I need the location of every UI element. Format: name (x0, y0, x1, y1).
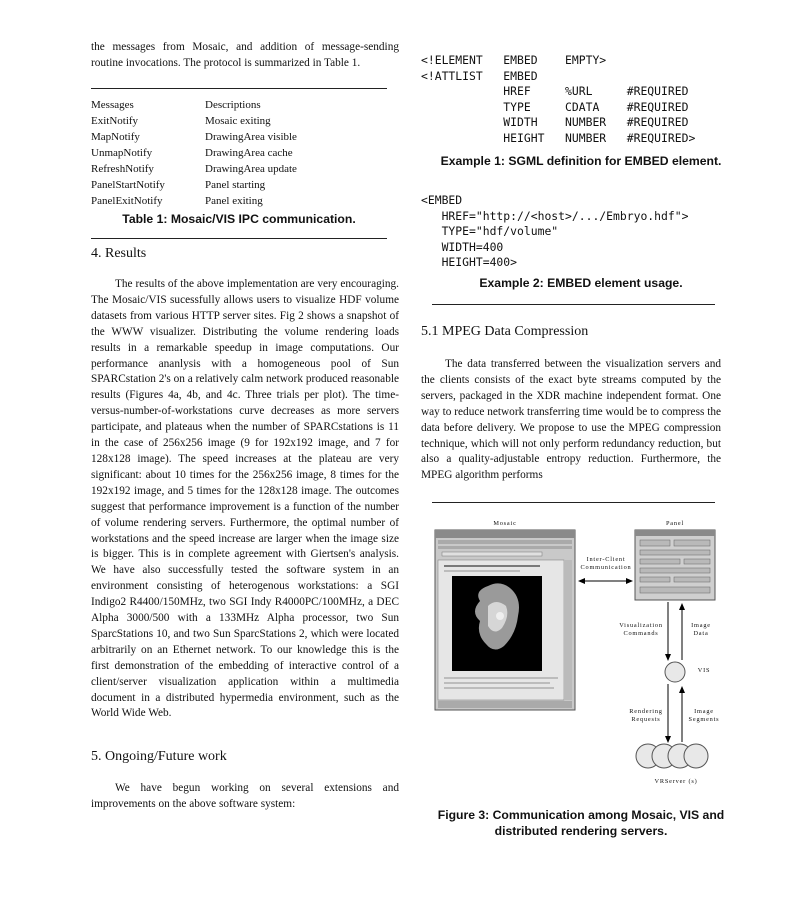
intro-paragraph: the messages from Mosaic, and addition of message-sending routine invocations. The protocol is summarized in Table 1. (91, 41, 399, 69)
rendering-requests-label: Rendering Requests (629, 708, 663, 723)
table-header-messages: Messages (91, 99, 134, 111)
table-cell-description: DrawingArea cache (205, 147, 293, 159)
table-caption: Table 1: Mosaic/VIS IPC communication. (122, 212, 356, 226)
example1-caption: Example 1: SGML definition for EMBED element. (440, 154, 722, 168)
table-row (91, 145, 401, 161)
figure-3 (430, 516, 730, 806)
table-cell-description: Mosaic exiting (205, 115, 271, 127)
vis-label: VIS (697, 667, 711, 674)
examples-bottom-rule (432, 304, 715, 305)
table-row (91, 177, 401, 193)
image-segments-label: Image Segments (688, 708, 720, 723)
example2-caption: Example 2: EMBED element usage. (479, 276, 683, 290)
table-cell-description: Panel exiting (205, 195, 263, 207)
table-row (91, 129, 401, 145)
ipc-table (91, 97, 401, 209)
table-cell-message: PanelStartNotify (91, 179, 165, 191)
mosaic-scrollbar (564, 560, 572, 700)
image-data-label: Image Data (691, 622, 711, 637)
table-cell-description: DrawingArea visible (205, 131, 297, 143)
table-header-row (91, 97, 401, 113)
section5-body (91, 781, 399, 813)
figure-top-rule (432, 502, 715, 503)
table-row (91, 161, 401, 177)
table-row (91, 193, 401, 209)
table-cell-message: UnmapNotify (91, 147, 153, 159)
section51-paragraph: The data transferred between the visualization servers and the clients consists of the exact byte streams computed by the servers, packaged in the XDR machine independent format. One way to reduce network transferring time would be to compress the data before delivery. We propose to use the MPEG compression technique, which will not only perform redundancy reduction, but also a quality-adjustable entropy reduction. Furthermore, the MPEG algorithm performs (421, 358, 721, 482)
example1-code: <!ELEMENT EMBED EMPTY> <!ATTLIST EMBED HREF %URL #REQUIRED TYPE CDATA #REQUIRED WIDTH NUMBER #REQUIRED HEIGHT NUMBER #REQUIRED> (421, 53, 696, 145)
table-cell-description: Panel starting (205, 179, 266, 191)
table-cell-message: MapNotify (91, 131, 140, 143)
table-header-descriptions: Descriptions (205, 99, 261, 111)
table-cell-description: DrawingArea update (205, 163, 297, 175)
inter-client-label: Inter-Client Communication (580, 556, 632, 571)
vis-node (665, 662, 685, 682)
section4-paragraph: The results of the above implementation are very encouraging. The Mosaic/VIS sucessfully allows users to visualize HDF volume datasets from various HTTP server sites. Fig 2 shows a snapshot of the WWW visualizer. Distributing the volume rendering loads results in a remarkable speedup in image computations. Our performance ananlysis with a homogeneous pool of Sun SPARCstation 2's on a relatively calm network produced reasonable results (Figures 4a, 4b, and 4c. Three trials per plot). The time-versus-number-of-workstations curve decreases as more servers participate, and plateaus when the number of SPARCstations is 11 in the case of 256x256 image (9 for 192x192 image, and 7 for 128x128 image). The speed increases at the plateau are very significant: about 10 times for the 256x256 image, 8 times for the 192x192 image, and 5 times for the 128x128 image. The outcomes suggest that performance improvement is a function of the number of volume rendering servers. Furthermore, the optimal number of workstations and the speed increase are larger when the image size is bigger. This is in complete agreement with Giertsen's analysis. We have also successfully tested the software system in an environment consisting of heterogenous workstations: a SGI Indigo2 R4400/150MHz, two SGI Indy R4000PC/100MHz, a DEC Alpha 3000/500 with a 133MHz Alpha processor, two Sun SparcStations 10, and two Sun SparcStations 2, which were located arbitrarily on an Ethernet network. To our knowledge this is the first demonstration of the embedding of interactive control of a client/server visualization application within a multimedia document in a distributed hypermedia environment, such as the World Wide Web. (91, 278, 399, 720)
vrserver-node (684, 744, 708, 768)
section51-heading: 5.1 MPEG Data Compression (421, 324, 589, 339)
section5-heading: 5. Ongoing/Future work (91, 749, 227, 764)
table-cell-message: ExitNotify (91, 115, 139, 127)
section4-heading: 4. Results (91, 246, 147, 261)
example2-code: <EMBED HREF="http://<host>/.../Embryo.hdf"> TYPE="hdf/volume" WIDTH=400 HEIGHT=400> (421, 193, 689, 269)
section4-body (91, 277, 399, 722)
mosaic-label: Mosaic (493, 520, 517, 527)
table-top-rule (91, 88, 387, 89)
section51-body (421, 357, 721, 484)
vrserver-label: VRServer (s) (654, 778, 698, 785)
table-row (91, 113, 401, 129)
left-column (91, 40, 399, 72)
section5-paragraph: We have begun working on several extensions and improvements on the above software system: (91, 782, 399, 810)
visualization-commands-label: Visualization Commands (619, 622, 663, 637)
figure3-caption: Figure 3: Communication among Mosaic, VIS and distributed rendering servers. (437, 808, 725, 838)
table-bottom-rule (91, 238, 387, 239)
panel-label: Panel (666, 520, 684, 527)
table-cell-message: PanelExitNotify (91, 195, 163, 207)
table-cell-message: RefreshNotify (91, 163, 154, 175)
mosaic-titlebar (435, 530, 575, 538)
